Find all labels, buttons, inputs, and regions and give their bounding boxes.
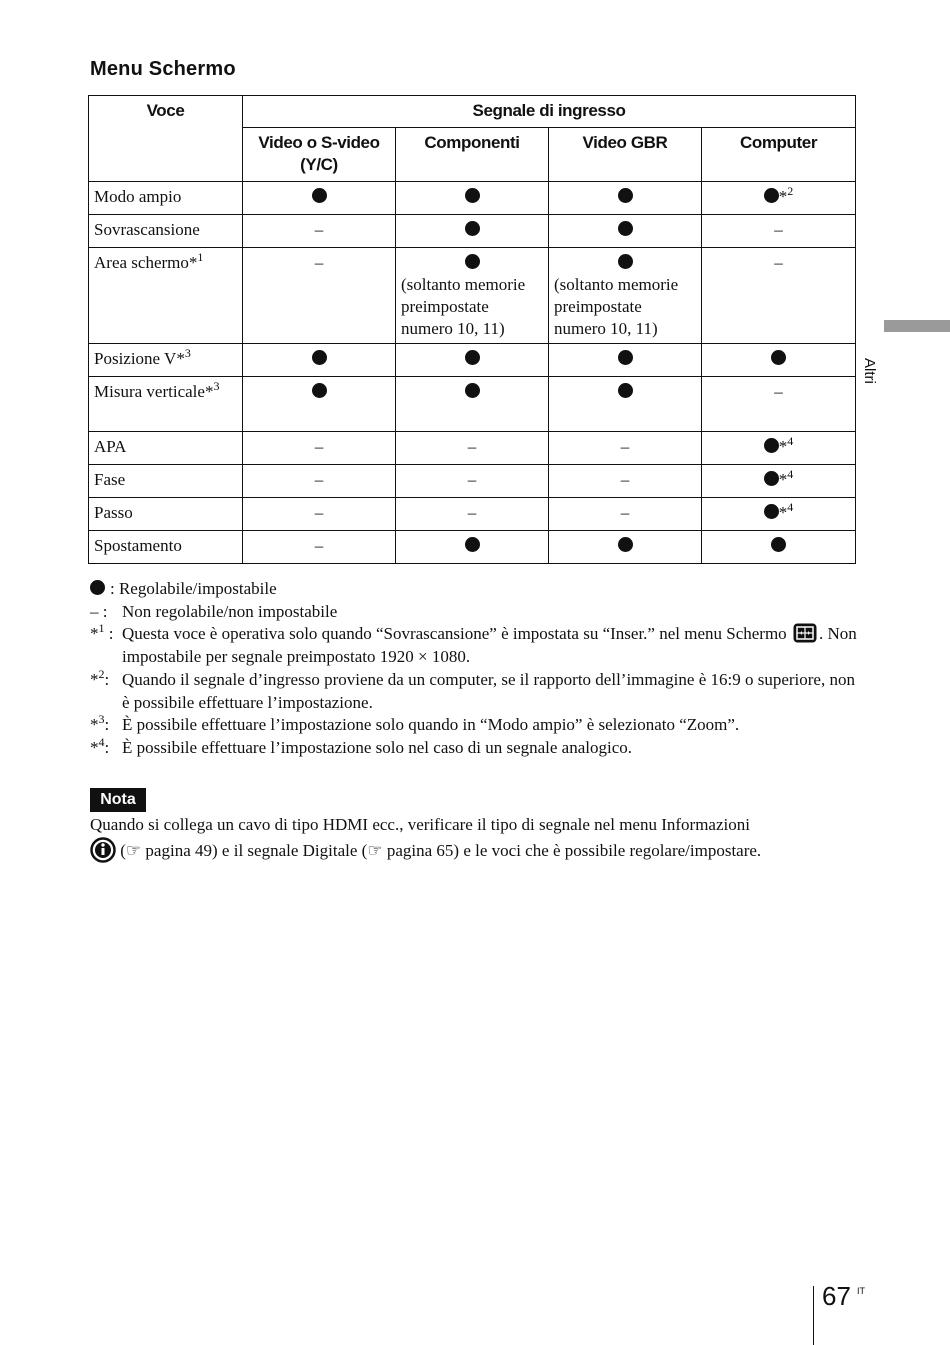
- cell-note: (soltanto memorie preimpostate numero 10, 11): [554, 275, 679, 338]
- table-cell: [243, 248, 396, 344]
- legend-dot-row: [90, 578, 860, 601]
- dash-icon: –: [774, 382, 783, 401]
- dot-icon: [465, 383, 480, 398]
- table-cell: [396, 215, 549, 248]
- table-cell: [396, 432, 549, 465]
- table-cell: [243, 432, 396, 465]
- page-title: Menu Schermo: [90, 58, 236, 80]
- header-input-signal: Segnale di ingresso: [243, 96, 856, 128]
- row-label: Modo ampio: [89, 182, 243, 215]
- dot-icon: [465, 537, 480, 552]
- table-row: [89, 215, 856, 248]
- dot-icon: [771, 537, 786, 552]
- table-cell: [702, 215, 856, 248]
- table-cell: [549, 344, 702, 377]
- row-label: Spostamento: [89, 531, 243, 564]
- legend-dot-text: : Regolabile/impostabile: [110, 579, 277, 598]
- dot-icon: [312, 350, 327, 365]
- row-label: Misura verticale*$^3$: [89, 377, 243, 432]
- table-cell: [549, 432, 702, 465]
- table-row: [89, 432, 856, 465]
- dot-icon: [618, 188, 633, 203]
- legend-dash-key: – :: [90, 601, 108, 621]
- dash-icon: –: [620, 503, 630, 522]
- side-tab-bar: [884, 320, 950, 332]
- table-cell: [549, 215, 702, 248]
- dot-icon: [764, 438, 779, 453]
- header-col-video-gbr: Video GBR: [549, 128, 702, 182]
- table-cell: *$^4$: [702, 498, 856, 531]
- dot-icon: [465, 254, 480, 269]
- dash-icon: –: [467, 470, 477, 489]
- dash-icon: –: [314, 470, 324, 489]
- footnote-4: *$^4$: È possibile effettuare l’impostazione solo nel caso di un segnale analogico.: [90, 734, 633, 757]
- table-cell: [396, 182, 549, 215]
- table-cell: [243, 215, 396, 248]
- page-number: 67: [822, 1281, 851, 1311]
- dot-icon: [618, 221, 633, 236]
- table-row: [89, 498, 856, 531]
- table-cell: *$^2$: [702, 182, 856, 215]
- info-icon: [90, 837, 116, 863]
- table-cell: [243, 498, 396, 531]
- ref-page-65: pagina 65: [386, 840, 454, 860]
- table-cell: [396, 344, 549, 377]
- dot-icon: [618, 350, 633, 365]
- dot-icon: [764, 188, 779, 203]
- pointing-hand-icon: ☞: [125, 840, 142, 860]
- table-cell: [549, 377, 702, 432]
- table-row: [89, 465, 856, 498]
- table-cell: [243, 377, 396, 432]
- nota-text: Quando si collega un cavo di tipo HDMI ecc., verificare il tipo di segnale nel menu Informazioni (☞ pagina 49) e il segnale Digitale (☞ pagina 65) e le voci che è possibile regolare/impostare.: [90, 814, 870, 863]
- dot-icon: [465, 188, 480, 203]
- table-cell: [243, 465, 396, 498]
- cell-note: (soltanto memorie preimpostate numero 10, 11): [401, 275, 526, 338]
- table-row: [89, 344, 856, 377]
- page-number-rule: [813, 1286, 814, 1345]
- legend: [90, 578, 860, 760]
- footnotes: [90, 623, 860, 759]
- header-col-componenti: Componenti: [396, 128, 549, 182]
- legend-dash-text: Non regolabile/non impostabile: [122, 601, 338, 621]
- screen-menu-icon: [793, 623, 817, 643]
- row-label: Sovrascansione: [89, 215, 243, 248]
- page-language: IT: [857, 1286, 865, 1296]
- table-row: [89, 531, 856, 564]
- dot-icon: [618, 254, 633, 269]
- table-cell: [243, 182, 396, 215]
- dot-icon: [312, 383, 327, 398]
- table-cell: [396, 248, 549, 344]
- dash-icon: –: [467, 503, 477, 522]
- dash-icon: –: [314, 536, 324, 555]
- table-cell: *$^4$: [702, 465, 856, 498]
- settings-table: [88, 95, 856, 564]
- nota-badge: Nota: [90, 788, 146, 812]
- footnote-3: *$^3$: È possibile effettuare l’impostazione solo quando in “Modo ampio” è selezionato “Zoom”.: [90, 712, 740, 735]
- footnote-2: *$^2$: Quando il segnale d’ingresso proviene da un computer, se il rapporto dell’immagine è 16:9 o superiore, non è possibile effettuare l’impostazione.: [90, 666, 855, 712]
- dot-icon: [771, 350, 786, 365]
- row-label: Passo: [89, 498, 243, 531]
- table-cell: [549, 248, 702, 344]
- table-cell: [702, 377, 856, 432]
- pointing-hand-icon: ☞: [367, 840, 383, 860]
- ref-page-49: pagina 49: [145, 840, 212, 860]
- table-cell: [396, 465, 549, 498]
- header-col-computer: Computer: [702, 128, 856, 182]
- header-col-video: Video o S-video (Y/C): [243, 128, 396, 182]
- table-row: [89, 182, 856, 215]
- legend-dash-row: [90, 601, 860, 624]
- row-label: Posizione V*$^3$: [89, 344, 243, 377]
- dot-icon: [764, 504, 779, 519]
- dash-icon: –: [314, 220, 324, 239]
- dash-icon: –: [314, 437, 324, 456]
- table-cell: [702, 344, 856, 377]
- dash-icon: –: [620, 437, 630, 456]
- dot-icon: [465, 350, 480, 365]
- table-cell: [549, 182, 702, 215]
- side-tab-label: Altri: [861, 358, 878, 384]
- table-cell: [243, 531, 396, 564]
- table-row: [89, 377, 856, 432]
- table-cell: [549, 531, 702, 564]
- dot-icon: [764, 471, 779, 486]
- table-cell: [243, 344, 396, 377]
- table-cell: [702, 531, 856, 564]
- table-cell: [549, 498, 702, 531]
- table-body: [89, 182, 856, 564]
- dot-icon: [618, 537, 633, 552]
- table-cell: [549, 465, 702, 498]
- table-cell: [702, 248, 856, 344]
- header-item: Voce: [89, 96, 243, 182]
- row-label: APA: [89, 432, 243, 465]
- table-row: [89, 248, 856, 344]
- row-label: Fase: [89, 465, 243, 498]
- table-cell: [396, 377, 549, 432]
- row-label: Area schermo*$^1$: [89, 248, 243, 344]
- table-cell: [396, 498, 549, 531]
- dot-icon: [312, 188, 327, 203]
- dash-icon: –: [314, 253, 324, 272]
- dash-icon: –: [620, 470, 630, 489]
- dot-icon: [465, 221, 480, 236]
- dash-icon: –: [467, 437, 477, 456]
- dash-icon: –: [314, 503, 324, 522]
- dot-icon: [618, 383, 633, 398]
- dot-icon: [90, 580, 105, 595]
- table-cell: *$^4$: [702, 432, 856, 465]
- dash-icon: –: [774, 253, 783, 272]
- table-cell: [396, 531, 549, 564]
- footnote-1: *$^1$ : Questa voce è operativa solo quando “Sovrascansione” è impostata su “Inser.” nel menu Schermo . Non impostabile per segnale preimpostato 1920 × 1080.: [90, 621, 857, 667]
- dash-icon: –: [774, 220, 783, 239]
